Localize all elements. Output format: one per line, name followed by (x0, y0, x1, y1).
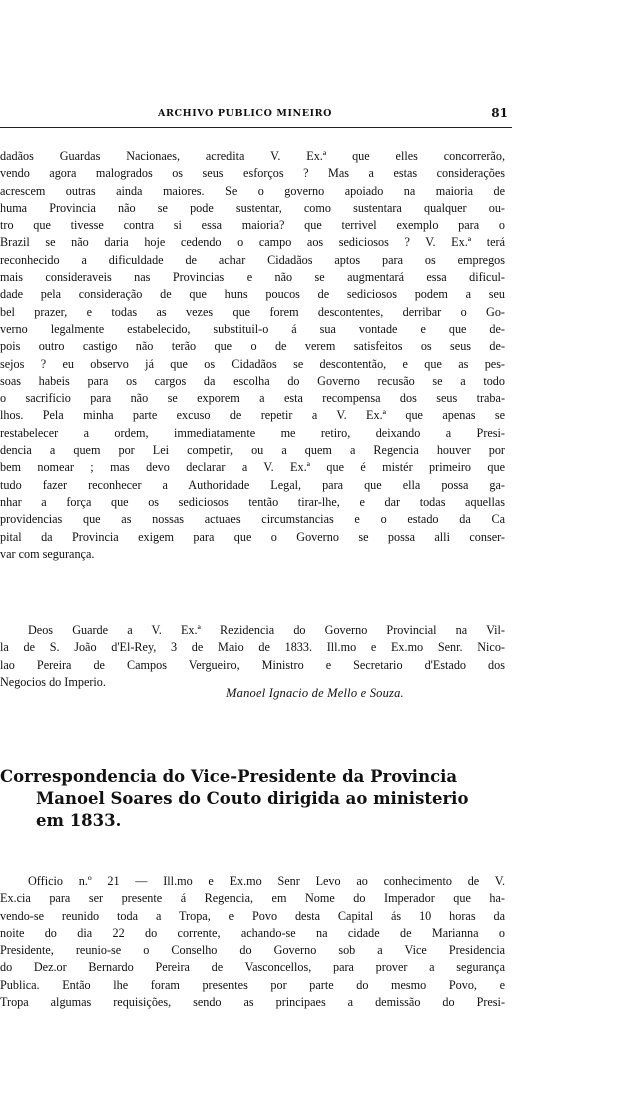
text-line: mais consideraveis nas Provincias e não se augmentará essa dificul- (0, 270, 505, 285)
text-line: do Dez.or Bernardo Pereira de Vasconcellos, para prover a segurança (0, 960, 505, 975)
text-line: dencia a quem por Lei competir, ou a quem a Regencia houver por (0, 443, 505, 458)
text-line: lhos. Pela minha parte excuso de repetir a V. Ex.ª que apenas se (0, 408, 505, 423)
heading-line: em 1833. (36, 811, 122, 830)
heading-line: Manoel Soares do Couto dirigida ao ministerio (36, 789, 469, 808)
text-line: Presidente, reunio-se o Conselho do Governo sob a Vice Presidencia (0, 943, 505, 958)
text-line: o sacrificio para não se exporem a esta recompensa dos seus traba- (0, 391, 505, 406)
text-line: sejos ? eu observo já que os Cidadãos se descontentão, e que as pes- (0, 356, 505, 371)
text-line: nhar a força que os sediciosos tentão tirar-lhe, e dar todas aquellas (0, 494, 505, 509)
text-line: dadãos Guardas Nacionaes, acredita V. Ex.ª que elles concorrerão, (0, 149, 505, 163)
text-line: tro que tivesse contra si essa maioria? que terrivel exemplo para o (0, 218, 505, 233)
text-line: reconhecido a dificuldade de achar Cidadãos aptos para os empregos (0, 252, 505, 267)
text-line: huma Provincia não se pode sustentar, como sustentara qualquer ou- (0, 200, 505, 215)
signature-line: Manoel Ignacio de Mello e Souza. (226, 686, 404, 700)
text-line: pois outro castigo não terão que o de verem satisfeitos os seus de- (0, 339, 505, 354)
text-line: restabelecer a ordem, immediatamente me retiro, deixando a Presi- (0, 425, 505, 440)
text-line: bem nomear ; mas devo declarar a V. Ex.ª que é mistér primeiro que (0, 460, 505, 475)
running-header (0, 108, 512, 126)
page-number: 81 (491, 106, 508, 120)
text-line: dade pela consideração de que huns poucos de sediciosos podem a seu (0, 287, 505, 302)
header-rule (0, 127, 512, 128)
running-title: ARCHIVO PUBLICO MINEIRO (158, 108, 333, 119)
heading-line: Correspondencia do Vice-Presidente da Provincia (0, 767, 458, 786)
text-line: var com segurança. (0, 546, 95, 561)
text-line: noite do dia 22 do corrente, achando-se na cidade de Marianna o (0, 925, 505, 940)
text-line: acrescem outras ainda maiores. Se o governo apoiado na maioria de (0, 183, 505, 198)
text-line: la de S. João d'El-Rey, 3 de Maio de 1833. Ill.mo e Ex.mo Senr. Nico- (0, 640, 505, 655)
text-line: Brazil se não daria hoje cedendo o campo aos sediciosos ? V. Ex.ª terá (0, 235, 505, 250)
section-heading (0, 766, 510, 832)
text-line: Officio n.º 21 — Ill.mo e Ex.mo Senr Levo ao conhecimento de V. (28, 874, 505, 888)
paragraph-continued-letter (0, 148, 505, 563)
text-line: Ex.cia para ser presente á Regencia, em Nome do Imperador que ha- (0, 891, 505, 906)
text-line: Tropa algumas requisições, sendo as principaes a demissão do Presi- (0, 995, 505, 1010)
paragraph-officio (0, 873, 505, 1011)
text-line: verno legalmente estabelecido, substituil-o á sua vontade e que de- (0, 321, 505, 336)
text-line: bel prazer, e todas as vezes que forem descontentes, derribar o Go- (0, 304, 505, 319)
text-line: providencias que as nossas actuaes circumstancias e o estado da Ca (0, 512, 505, 527)
text-line: vendo-se reunido toda a Tropa, e Povo desta Capital ás 10 horas da (0, 908, 505, 923)
text-line: Deos Guarde a V. Ex.ª Rezidencia do Governo Provincial na Vil- (28, 623, 505, 637)
text-line: soas habeis para os cargos da escolha do Governo recusão se a todo (0, 373, 505, 388)
text-line: Negocios do Imperio. (0, 674, 106, 689)
text-line: pital da Provincia exigem para que o Governo se possa alli conser- (0, 529, 505, 544)
text-line: Publica. Então lhe foram presentes por parte do mesmo Povo, e (0, 977, 505, 992)
text-line: tudo fazer reconhecer a Authoridade Legal, para que ella possa ga- (0, 477, 505, 492)
paragraph-closing (0, 622, 505, 691)
text-line: vendo agora malogrados os seus esforços ? Mas a estas considerações (0, 166, 505, 181)
text-line: lao Pereira de Campos Vergueiro, Ministro e Secretario d'Estado dos (0, 657, 505, 672)
